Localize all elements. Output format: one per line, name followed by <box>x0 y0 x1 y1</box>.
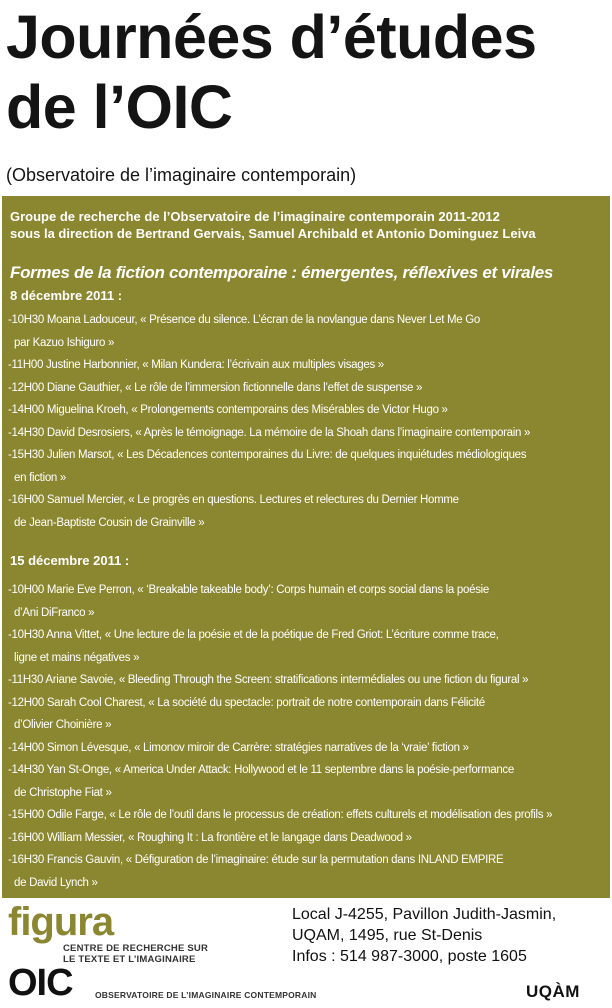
day2-schedule-line: -14H00 Simon Lévesque, « Limonov miroir de Carrère: stratégies narratives de la ‘vraie’ fiction » <box>8 741 469 754</box>
day1-schedule-line: -10H30 Moana Ladouceur, « Présence du silence. L’écran de la novlangue dans Never Let Me Go <box>8 314 480 326</box>
day2-schedule-line: -16H30 Francis Gauvin, « Défiguration de l’imaginaire: étude sur la permutation dans INLAND EMPIRE <box>8 854 504 866</box>
day1-schedule-line: -15H30 Julien Marsot, « Les Décadences contemporaines du Livre: de quelques inquiétudes médiologiques <box>8 449 527 461</box>
day1-schedule-line: de Jean-Baptiste Cousin de Grainville » <box>14 516 205 529</box>
address-block <box>292 904 556 967</box>
address-line-1: Local J-4255, Pavillon Judith-Jasmin, <box>292 906 557 923</box>
day2-schedule-line: -12H00 Sarah Cool Charest, « La société du spectacle: portrait de notre contemporain dans Félicité <box>8 696 485 709</box>
day1-schedule-line: par Kazuo Ishiguro » <box>14 336 115 349</box>
page-title <box>6 2 537 142</box>
day1-schedule-line: en fiction » <box>14 471 67 484</box>
day2-schedule-line: de Christophe Fiat » <box>14 786 112 799</box>
figura-sub-line-1: CENTRE DE RECHERCHE SUR <box>63 943 209 954</box>
group-line-1: Groupe de recherche de l’Observatoire de l’imaginaire contemporain 2011-2012 <box>10 209 500 224</box>
day1-schedule-line: -14H30 David Desrosiers, « Après le témoignage. La mémoire de la Shoah dans l’imaginaire contemporain » <box>8 426 531 439</box>
day2-schedule-line: -15H00 Odile Farge, « Le rôle de l’outil dans le processus de création: effets culturels et modélisation des profils » <box>8 809 553 821</box>
day1-schedule-line: -12H00 Diane Gauthier, « Le rôle de l’immersion fictionnelle dans l’effet de suspense » <box>8 381 423 394</box>
group-line-2: sous la direction de Bertrand Gervais, Samuel Archibald et Antonio Dominguez Leiva <box>10 226 536 241</box>
day2-schedule-line: d’Olivier Choinière » <box>14 719 112 731</box>
theme-title: Formes de la fiction contemporaine : émergentes, réflexives et virales <box>10 263 554 282</box>
day2-schedule-line: -14H30 Yan St-Onge, « America Under Attack: Hollywood et le 11 septembre dans la poésie-performance <box>8 764 514 776</box>
day2-date: 15 décembre 2011 : <box>10 553 130 568</box>
day1-schedule-line: -16H00 Samuel Mercier, « Le progrès en questions. Lectures et relectures du Dernier Homme <box>8 494 459 506</box>
day1-schedule-line: -14H00 Miguelina Kroeh, « Prolongements contemporains des Misérables de Victor Hugo » <box>8 404 448 416</box>
day1-schedule <box>8 309 608 534</box>
day2-schedule-line: ligne et mains négatives » <box>14 651 140 664</box>
uqam-logo: UQÀM <box>526 982 580 1001</box>
address-line-3: Infos : 514 987-3000, poste 1605 <box>292 948 527 965</box>
day2-schedule-line: -10H00 Marie Eve Perron, « ‘Breakable takeable body’: Corps humain et corps social dans la poésie <box>8 584 490 596</box>
oic-subtitle: OBSERVATOIRE DE L’IMAGINAIRE CONTEMPORAIN <box>95 990 317 1000</box>
page-subtitle: (Observatoire de l’imaginaire contemporain) <box>6 165 357 185</box>
day1-date: 8 décembre 2011 : <box>10 288 123 303</box>
title-line-1: Journées d’études <box>6 3 537 71</box>
day2-schedule-line: -16H00 William Messier, « Roughing It : La frontière et le langage dans Deadwood » <box>8 831 412 844</box>
figura-subtitle <box>63 943 208 965</box>
address-line-2: UQAM, 1495, rue St-Denis <box>292 927 483 944</box>
figura-logo: figura <box>8 900 114 944</box>
day2-schedule-line: de David Lynch » <box>14 876 98 889</box>
title-line-2: de l’OIC <box>6 73 233 141</box>
day2-schedule-line: d’Ani DiFranco » <box>14 606 95 619</box>
day2-schedule-line: -10H30 Anna Vittet, « Une lecture de la poésie et de la poétique de Fred Griot: L’écriture comme trace, <box>8 629 499 641</box>
day2-schedule-line: -11H30 Ariane Savoie, « Bleeding Through the Screen: stratifications intermédiales ou une fiction du figural » <box>8 674 529 686</box>
day1-schedule-line: -11H00 Justine Harbonnier, « Milan Kundera: l’écrivain aux multiples visages » <box>8 359 384 371</box>
day2-schedule <box>8 579 608 894</box>
program-panel <box>2 196 610 898</box>
research-group <box>10 208 536 242</box>
oic-logo: OIC <box>8 962 73 1004</box>
figura-sub-line-2: LE TEXTE ET L’IMAGINAIRE <box>63 954 196 965</box>
